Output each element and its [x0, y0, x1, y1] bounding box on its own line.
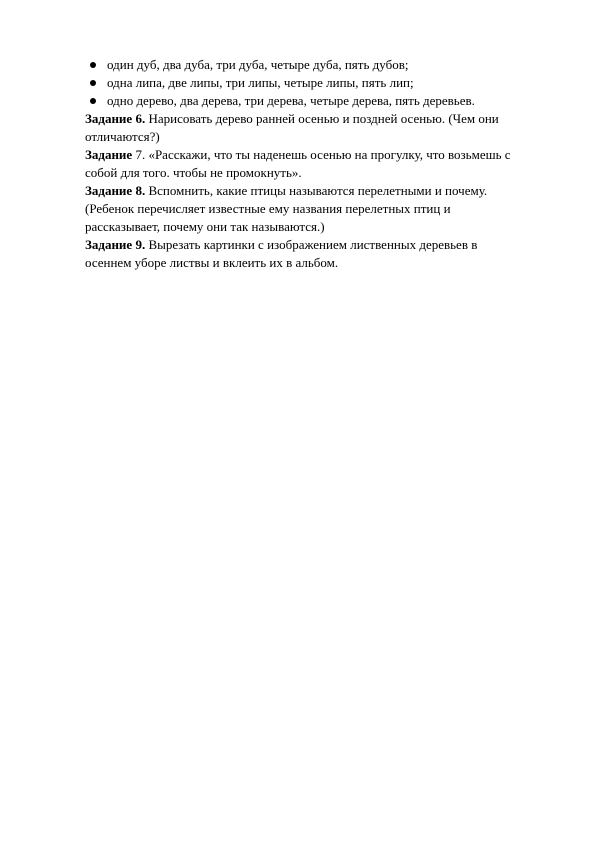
task-text: Нарисовать дерево ранней осенью и поздней осенью. (Чем они отличаются?) [85, 111, 499, 144]
task-9 [85, 236, 525, 272]
task-label: Задание [85, 147, 133, 162]
list-item: одно дерево, два дерева, три дерева, четыре дерева, пять деревьев. [85, 92, 525, 110]
task-7 [85, 146, 525, 182]
document-page [85, 56, 525, 272]
list-item: один дуб, два дуба, три дуба, четыре дуба, пять дубов; [85, 56, 525, 74]
task-label: Задание 9. [85, 237, 146, 252]
bullet-icon [90, 62, 96, 68]
task-6 [85, 110, 525, 146]
bullet-icon [90, 98, 96, 104]
task-text: Вырезать картинки с изображением лиственных деревьев в осеннем уборе листвы и вклеить их в альбом. [85, 237, 478, 270]
task-label: Задание 8. [85, 183, 146, 198]
task-text: Вспомнить, какие птицы называются перелетными и почему. (Ребенок перечисляет известные ему названия перелетных птиц и рассказывает, почему они так называются.) [85, 183, 488, 234]
bullet-icon [90, 80, 96, 86]
declension-list [85, 56, 525, 110]
task-text: 7. «Расскажи, что ты наденешь осенью на прогулку, что возьмешь с собой для того. чтобы не промокнуть». [85, 147, 511, 180]
list-item: одна липа, две липы, три липы, четыре липы, пять лип; [85, 74, 525, 92]
task-label: Задание 6. [85, 111, 146, 126]
task-8 [85, 182, 525, 236]
